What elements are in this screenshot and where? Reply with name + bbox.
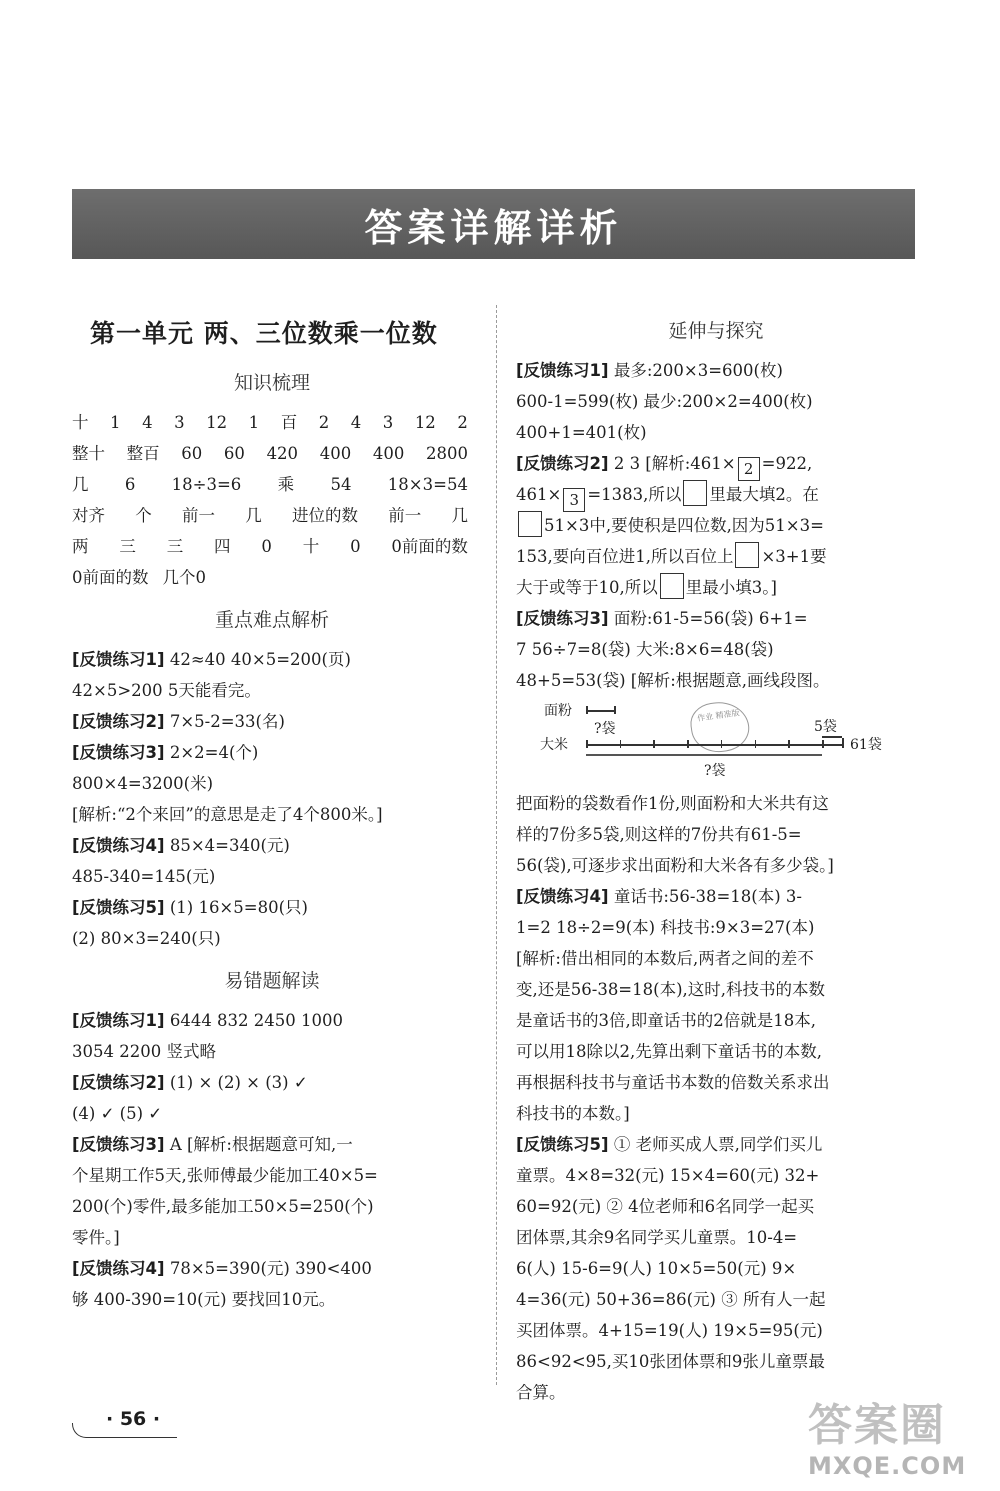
answer-box: 2 [738,457,760,481]
knowledge-token: 整十 [72,444,105,463]
exercise-tag: [反馈练习2] [72,1073,165,1092]
knowledge-token: 4 [142,413,153,432]
page-number [72,1408,176,1438]
text-line [516,1036,916,1067]
knowledge-token: 整百 [126,444,160,463]
knowledge-row [72,407,472,438]
line-text: 42×5>200 5天能看完。 [72,681,261,700]
knowledge-token: 十 [302,537,320,556]
line-text: 600-1=599(枚) 最少:200×2=400(枚) [516,392,813,411]
exercise-tag: [反馈练习2] [516,454,609,473]
text-line [72,768,472,799]
five-bag-label: 5袋 [814,719,837,735]
knowledge-token: 前一 [388,506,422,525]
knowledge-token: 几 [72,475,89,494]
knowledge-token: 3 [174,413,185,432]
line-text: 485-340=145(元) [72,867,216,886]
exercise-tag: [反馈练习2] [72,712,165,731]
text-line [72,1284,472,1315]
exercise-1-lines [516,355,916,448]
rice-tick [653,740,655,748]
exercise-tag: [反馈练习1] [516,361,609,380]
text-line [516,881,916,912]
text-line [72,830,472,861]
exercise-tag: [反馈练习4] [72,836,165,855]
text-line [516,386,916,417]
rice-tick [755,740,757,748]
text-line [516,1253,916,1284]
line-text: 400+1=401(枚) [516,423,647,442]
line-text: =1383,所以 [587,485,682,504]
blank-box [683,480,707,506]
banner-title: 答案详解详析 [364,205,623,250]
knowledge-token: 0 [350,537,361,556]
text-line [72,1036,472,1067]
knowledge-token: 12 [414,413,436,432]
knowledge-token: 个 [135,506,152,525]
brace-bottom [586,754,822,756]
rice-tick [586,740,588,748]
watermark-url: MXQE.COM [808,1452,967,1480]
text-line [516,1005,916,1036]
knowledge-token: 1 [110,413,121,432]
exercise-tag: [反馈练习1] [72,1011,165,1030]
knowledge-token: 60 [181,444,203,463]
knowledge-rows [72,407,472,593]
line-text: 153,要向百位进1,所以百位上 [516,547,734,566]
line-text: 800×4=3200(米) [72,774,214,793]
line-text: 面粉:61-5=56(袋) 6+1= [608,609,808,628]
knowledge-token: 2 [457,413,468,432]
line-text: 2×2=4(个) [164,743,259,762]
knowledge-token: 几 [451,506,468,525]
exercise-tag: [反馈练习3] [72,1135,165,1154]
text-line [516,819,916,850]
line-text: 42≈40 40×5=200(页) [164,650,351,669]
exercise-5-lines [516,1129,916,1408]
knowledge-token: 前一 [182,506,215,525]
line-text: 4=36(元) 50+36=86(元) ③ 所有人一起 [516,1290,826,1309]
knowledge-token: 几 [245,506,262,525]
text-line [72,1098,472,1129]
text-line [72,1129,472,1160]
line-text: (1) 16×5=80(只) [164,898,308,917]
exercise-tag: [反馈练习3] [72,743,165,762]
knowledge-token: 18÷3=6 [171,475,242,494]
rice-tick [822,740,824,748]
knowledge-token: 420 [266,444,299,463]
five-bag-bracket [822,736,842,738]
flour-label: 面粉 [544,703,572,719]
text-line [516,1160,916,1191]
text-line [516,479,916,510]
text-line [516,541,916,572]
rice-tick [620,740,622,748]
knowledge-token: 6 [124,475,136,494]
stamp-text: 作业 精准版 [696,708,741,724]
text-line [72,737,472,768]
knowledge-token: 4 [350,413,362,432]
text-line [516,943,916,974]
text-line [516,448,916,479]
exercise-3-lines [516,603,916,696]
exercise-tag: [反馈练习1] [72,650,165,669]
key-points-lines [72,644,472,954]
line-text: =922, [761,454,813,473]
text-line [516,572,916,603]
knowledge-token: 两 [72,537,89,556]
text-line [516,1191,916,1222]
knowledge-row [72,562,472,593]
line-text: 变,还是56-38=18(本),这时,科技书的本数 [516,980,825,999]
text-line [72,923,472,954]
text-line [516,1129,916,1160]
knowledge-token: 乘 [277,475,295,494]
exercise-tag: [反馈练习4] [516,887,609,906]
text-line [516,355,916,386]
text-line [72,1160,472,1191]
line-text: 再根据科技书与童话书本数的倍数关系求出 [516,1073,830,1092]
text-line [72,892,472,923]
line-text: 6(人) 15-6=9(人) 10×5=50(元) 9× [516,1259,797,1278]
watermark-main: 答案圈 [808,1400,946,1451]
knowledge-token: 0前面的数 [72,568,149,587]
text-line [516,510,916,541]
text-line [516,788,916,819]
exercise-tag: [反馈练习5] [516,1135,609,1154]
knowledge-token: 四 [214,537,231,556]
line-text: 零件。] [72,1228,120,1247]
flour-question-label: ?袋 [594,721,616,737]
knowledge-token: 0前面的数 [391,537,468,556]
rice-tick [687,740,689,748]
text-line [516,1284,916,1315]
rice-question-label: ?袋 [704,763,726,779]
text-line [516,603,916,634]
knowledge-row [72,438,472,469]
line-text: 大于或等于10,所以 [516,578,658,597]
rice-tick [721,740,723,748]
knowledge-token: 54 [330,475,352,494]
line-text: 7×5-2=33(名) [164,712,285,731]
line-text: 童话书:56-38=18(本) 3- [608,887,802,906]
line-text: 1=2 18÷2=9(本) 科技书:9×3=27(本) [516,918,815,937]
knowledge-row [72,469,472,500]
knowledge-token: 60 [223,444,245,463]
left-column [72,300,472,1315]
line-text: [解析:“2个来回”的意思是走了4个800米。] [72,805,383,824]
header-banner [72,189,915,259]
line-text: ×3+1要 [761,547,827,566]
line-text: 78×5=390(元) 390<400 [164,1259,372,1278]
text-line [516,850,916,881]
section-title: 重点难点解析 [214,609,329,631]
knowledge-token: 400 [319,444,352,463]
exercise-tag: [反馈练习5] [72,898,165,917]
line-text: 6444 832 2450 1000 [164,1011,344,1030]
knowledge-token: 几个0 [162,568,206,587]
text-line [72,1067,472,1098]
knowledge-row [72,531,472,562]
text-line [516,665,916,696]
flour-tick-end [614,706,616,714]
line-text: 3054 2200 竖式略 [72,1042,216,1061]
line-text: ① 老师买成人票,同学们买儿 [608,1135,823,1154]
knowledge-token: 2800 [425,444,468,463]
text-line [72,1191,472,1222]
line-text: 可以用18除以2,先算出剩下童话书的本数, [516,1042,822,1061]
line-text: 56(袋),可逐步求出面粉和大米各有多少袋。] [516,856,834,875]
line-text: 7 56÷7=8(袋) 大米:8×6=48(袋) [516,640,774,659]
line-text: 把面粉的袋数看作1份,则面粉和大米共有这 [516,794,829,813]
line-text: 买团体票。4+15=19(人) 19×5=95(元) [516,1321,823,1340]
line-text: 2 3 [解析:461× [608,454,736,473]
right-column [516,300,916,1408]
section-title: 知识梳理 [233,372,310,394]
text-line [72,644,472,675]
text-line [516,1098,916,1129]
rice-tick-end [842,738,844,748]
line-text: 60=92(元) ② 4位老师和6名同学一起买 [516,1197,815,1216]
exercise-tag: [反馈练习4] [72,1259,165,1278]
text-line [516,1222,916,1253]
text-line [72,675,472,706]
line-text: 200(个)零件,最多能加工50×5=250(个) [72,1197,374,1216]
text-line [516,1067,916,1098]
text-line [72,1253,472,1284]
text-line [516,634,916,665]
exercise-tag: [反馈练习3] [516,609,609,628]
knowledge-token: 百 [280,413,298,432]
line-text: 86<92<95,买10张团体票和9张儿童票最 [516,1352,825,1371]
text-line [72,1005,472,1036]
unit-title: 第一单元 两、三位数乘一位数 [90,319,438,348]
exercise-2 [516,448,916,603]
page-number-text: · 56 · [106,1408,161,1430]
line-text: 个星期工作5天,张师傅最少能加工40×5= [72,1166,378,1185]
rice-label: 大米 [540,737,568,753]
answer-box: 3 [563,488,585,512]
section-title: 易错题解读 [224,970,320,992]
knowledge-token: 3 [382,413,394,432]
rice-segment [586,744,842,746]
line-text: [解析:借出相同的本数后,两者之间的差不 [516,949,814,968]
line-text: 样的7份多5袋,则这样的7份共有61-5= [516,825,802,844]
line-text: 461× [516,485,562,504]
knowledge-token: 2 [318,413,330,432]
knowledge-token: 1 [248,413,260,432]
text-line [516,1315,916,1346]
line-segment-diagram [516,698,916,784]
knowledge-row [72,500,472,531]
text-line [72,799,472,830]
knowledge-token: 对齐 [72,506,105,525]
knowledge-token: 0 [261,537,272,556]
exercise-4-lines [516,881,916,1129]
line-text: 里最小填3。] [685,578,777,597]
knowledge-token: 三 [119,537,136,556]
exercise-3-analysis [516,788,916,881]
text-line [516,1346,916,1377]
line-text: 里最大填2。在 [709,485,819,504]
text-line [516,974,916,1005]
total-label: 61袋 [850,737,882,753]
line-text: 合算。 [516,1383,566,1402]
line-text: A [解析:根据题意可知,一 [164,1135,353,1154]
line-text: 85×4=340(元) [164,836,290,855]
blank-box [518,511,542,537]
line-text: (4) ✓ (5) ✓ [72,1104,163,1123]
rice-tick [788,740,790,748]
line-text: 科技书的本数。] [516,1104,630,1123]
flour-tick-start [586,706,588,714]
knowledge-token: 400 [372,444,405,463]
knowledge-token: 18×3=54 [387,475,468,494]
text-line [72,706,472,737]
line-text: 48+5=53(袋) [解析:根据题意,画线段图。 [516,671,830,690]
watermark [808,1400,998,1488]
flour-segment [586,710,614,712]
section-title: 延伸与探究 [668,320,764,342]
line-text: (2) 80×3=240(只) [72,929,221,948]
line-text: 51×3中,要使积是四位数,因为51×3= [544,516,824,535]
line-text: 是童话书的3倍,即童话书的2倍就是18本, [516,1011,816,1030]
text-line [72,1222,472,1253]
knowledge-token: 十 [72,413,89,432]
blank-box [660,573,684,599]
knowledge-token: 12 [206,413,228,432]
line-text: 最多:200×3=600(枚) [608,361,783,380]
blank-box [735,542,759,568]
text-line [72,861,472,892]
line-text: 童票。4×8=32(元) 15×4=60(元) 32+ [516,1166,820,1185]
knowledge-token: 进位的数 [292,506,358,525]
error-analysis-lines [72,1005,472,1315]
text-line [516,912,916,943]
column-divider [496,305,497,1385]
line-text: 够 400-390=10(元) 要找回10元。 [72,1290,336,1309]
line-text: 团体票,其余9名同学买儿童票。10-4= [516,1228,798,1247]
line-text: (1) × (2) × (3) ✓ [164,1073,308,1092]
knowledge-token: 三 [166,537,184,556]
text-line [516,417,916,448]
